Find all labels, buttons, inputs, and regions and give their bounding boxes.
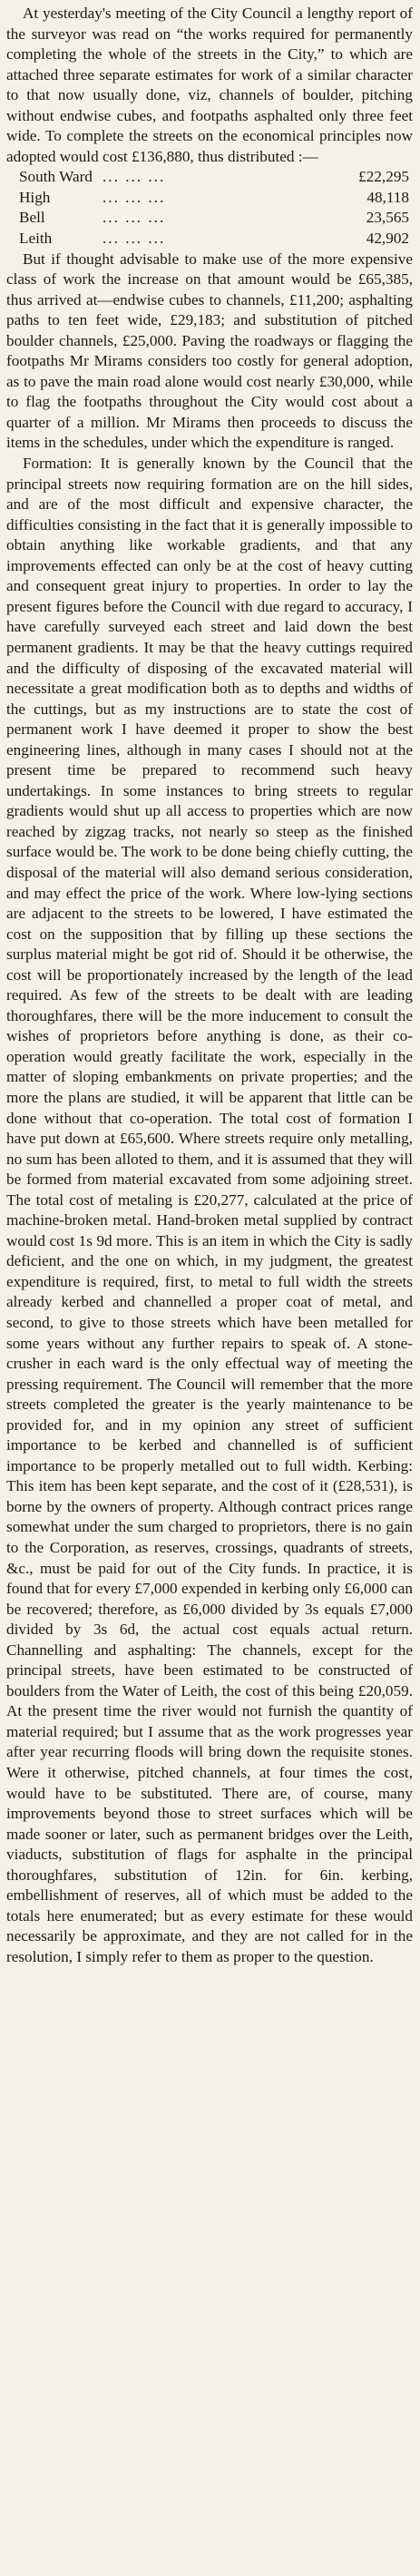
formation-paragraph: Formation: It is generally known by the Council that the principal streets now requiring formation are on the hill sides, and are of the most difficult and expensive character, the difficulties consisting in the fact that it is generally impossible to obtain anything like workable gradients, and that any improvements effected can only be at the cost of heavy cutting and consequent great injury to properties. In order to lay the present figures before the Council with due regard to accuracy, I have carefully surveyed each street and laid down the best permanent gradients. It may be that the heavy cuttings required and the difficulty of disposing of the excavated material will necessitate a great modification both as to depths and widths of the cuttings, but as my instructions are to state the cost of permanent work I have deemed it proper to show the best engineering lines, although in many cases I should not at the present time be prepared to recommend such heavy undertakings. In some instances to bring streets to regular gradients would shut up all access to properties which are now reached by zigzag tracks, not nearly so steep as the finished surface would be. The work to be done being chiefly cutting, the disposal of the material will also demand serious consideration, and may effect the price of the work. Where low-lying sections are adjacent to the streets to be lowered, I have estimated the cost on the supposition that by filling up these sections the surplus material might be got rid of. Should it be otherwise, the cost will be proportionately increased by the length of the lead required. As few of the streets to be dealt with are leading thoroughfares, there will be the more inducement to consult the wishes of proprietors before anything is done, as their co-operation would greatly facilitate the work, especially in the matter of sloping embankments on private properties; and the more the plans are studied, it will be apparent that little can be done without that co-operation. The total cost of formation I have put down at £65,600. Where streets require only metalling, no sum has been alloted to them, and it is assumed that they will be formed from material excavated from some adjoining street. The total cost of metaling is £20,277, calculated at the price of machine-broken metal. Hand-broken metal supplied by contract would cost 1s 9d more. This is an item in which the City is sadly deficient, and the one on which, in my judgment, the greatest expenditure is required, first, to metal to full width the streets already kerbed and channelled a proper coat of metal, and second, to give to those streets which have been metalled for some years without any further repairs to speak of. A stone-crusher in each ward is the only effectual way of meeting the pressing requirement. The Council will remember that the more streets completed the greater is the yearly maintenance to be provided for, and in my opinion any street of sufficient importance to be kerbed and channelled is of sufficient importance to be properly metalled out to full width. Kerbing: This item has been kept separate, and the cost of it (£28,531), is borne by the owners of property. Although contract prices range somewhat under the sum charged to proprietors, there is no gain to the Corporation, as reserves, crossings, quadrants of streets, &c., must be paid for out of the City funds. In practice, it is found that for every £7,000 expended in kerbing only £6,000 can be recovered; therefore, as £6,000 divided by 3s equals £7,000 divided by 3s 6d, the actual cost equals actual return. Channelling and asphalting: The channels, except for the principal streets, have been estimated to be constructed of boulders from the Water of Leith, the cost of this being £20,059. At the present time the river would not furnish the quantity of material required; but I assume that as the work progresses year after year recurring floods will bring down the requisite stones. Were it otherwise, pitched channels, at four times the cost, would have to be substituted. There are, of course, many improvements beyond those to street surfaces which will be made sooner or later, such as permanent bridges over the Leith, viaducts, substitution of flags for asphalte in the principal thoroughfares, substitution of 12in. for 6in. kerbing, embellishment of reserves, all of which must be added to the totals here enumerated; but as every estimate for these would necessarily be approximate, and they are not called for in the resolution, I simply refer to them as proper to the question. — [6, 455, 413, 1965]
ward-amount: 23,565 — [366, 209, 409, 227]
ward-name: High — [19, 188, 51, 206]
ward-name: Bell — [19, 209, 45, 227]
ward-amount: 48,118 — [366, 188, 409, 206]
leader-dots: ... ... ... — [103, 230, 166, 248]
ward-name: South Ward — [19, 168, 93, 186]
leader-dots: ... ... ... — [103, 209, 166, 227]
ward-distribution-table — [6, 167, 413, 249]
intro-paragraph: At yesterday's meeting of the City Council a lengthy report of the surveyor was read on “the works required for permanently completing the whole of the streets in the City,” to which are attached three separate estimates for work of a similar character to that now usually done, viz, channels of boulder, pitching without endwise cubes, and footpaths asphalted only three feet wide. To complete the streets on the economical principles now adopted would cost £136,880, thus distributed :— — [6, 5, 413, 165]
leader-dots: ... ... ... — [103, 168, 166, 186]
table-row — [19, 167, 413, 188]
table-row — [19, 229, 413, 250]
ward-amount: 42,902 — [366, 230, 409, 248]
table-row — [19, 188, 413, 209]
ward-amount: £22,295 — [358, 168, 409, 186]
table-row — [19, 208, 413, 229]
leader-dots: ... ... ... — [103, 188, 166, 206]
expensive-works-paragraph: But if thought advisable to make use of the more expensive class of work the increase on that amount would be £65,385, thus arrived at—endwise cubes to channels, £11,200; asphalting paths to ten feet wide, £29,183; and substitution of pitched boulder channels, £25,000. Paving the roadways or flagging the footpaths Mr Mirams considers too costly for general adoption, as to pave the main road alone would cost nearly £30,000, while to flag the footpaths throughout the City would cost about a quarter of a million. Mr Mirams then proceeds to discuss the items in the schedules, under which the expenditure is ranged. — [6, 250, 413, 452]
ward-name: Leith — [19, 230, 53, 248]
